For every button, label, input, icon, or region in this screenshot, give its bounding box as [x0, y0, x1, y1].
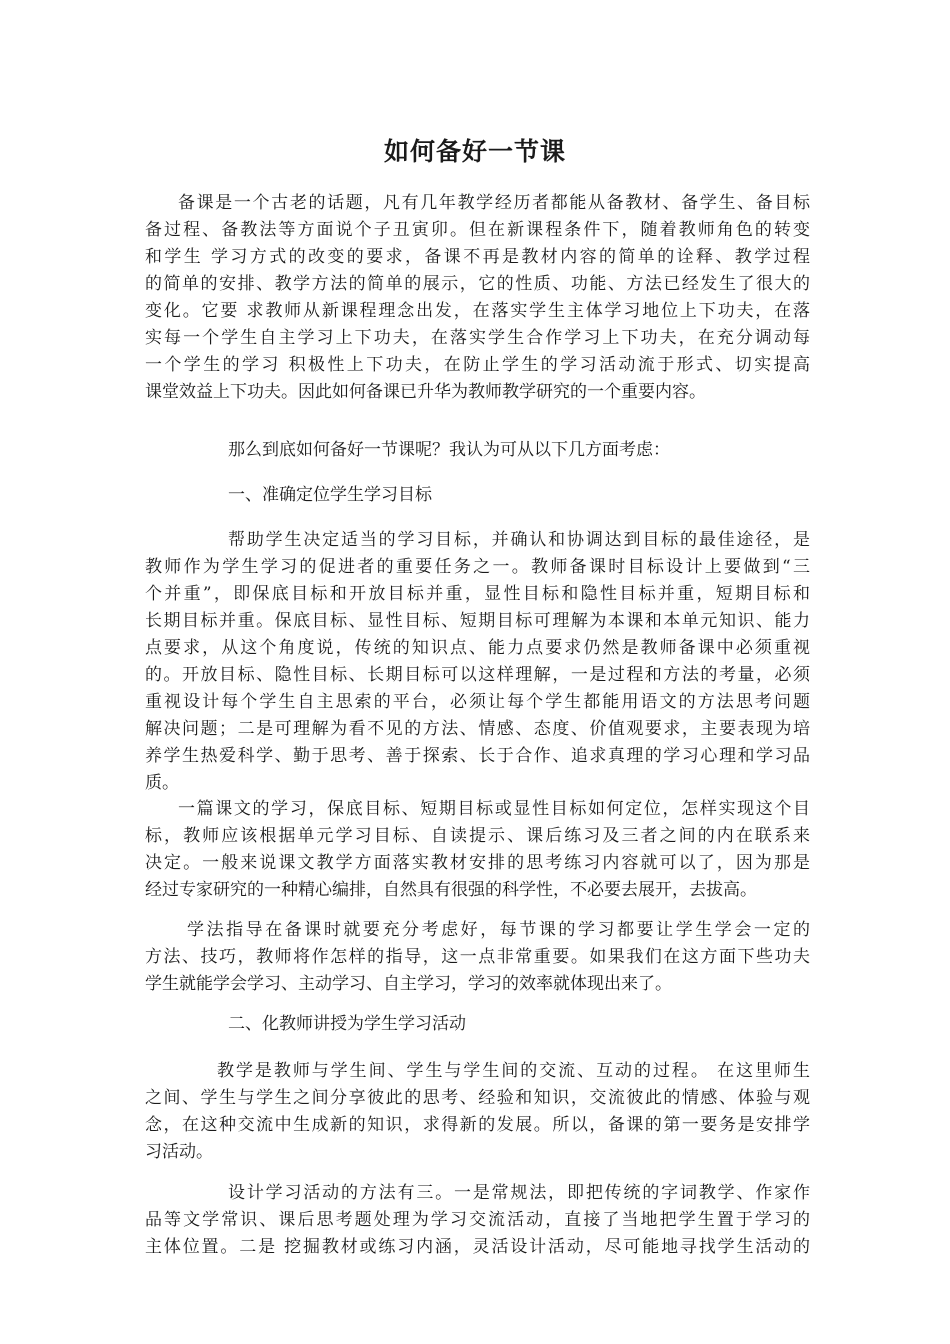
text-line: 课堂效益上下功夫。因此如何备课已升华为教师教学研究的一个重要内容。 — [145, 382, 706, 402]
paragraph-intro — [145, 190, 810, 406]
text-line: 实每一个学生自主学习上下功夫，在落实学生合作学习上下功夫，在充分调动每 — [145, 328, 810, 348]
text-line: 经过专家研究的一种精心编排，自然具有很强的科学性，不必要去展开，去拔高。 — [145, 880, 757, 900]
text-line: 的。开放目标、隐性目标、长期目标可以这样理解，一是过程和方法的考量，必须 — [145, 665, 810, 685]
paragraph-teaching-interaction — [145, 1058, 810, 1166]
section-heading-2 — [228, 1011, 810, 1038]
text-line: 个并重”，即保底目标和开放目标并重，显性目标和隐性目标并重，短期目标和 — [145, 584, 810, 604]
text-line: 质。 — [145, 773, 179, 793]
text-line: 一、准确定位学生学习目标 — [228, 485, 432, 505]
paragraph-study-methods — [145, 917, 810, 998]
text-line: 习活动。 — [145, 1142, 213, 1162]
text-line: 念，在这种交流中生成新的知识，求得新的发展。所以，备课的第一要务是安排学 — [145, 1115, 810, 1135]
text-line: 的简单的安排、教学方法的简单的展示，它的性质、功能、方法已经发生了很大的 — [145, 274, 810, 294]
text-line: 解决问题；二是可理解为看不见的方法、情感、态度、价值观要求，主要表现为培 — [145, 719, 810, 739]
paragraph-question — [228, 437, 810, 464]
document-title: 如何备好一节课 — [383, 137, 566, 166]
text-line: 方法、技巧，教师将作怎样的指导，这一点非常重要。如果我们在这方面下些功夫 — [145, 947, 810, 967]
text-line: 备过程、备教法等方面说个子丑寅卯。但在新课程条件下，随着教师角色的转变 — [145, 220, 810, 240]
text-line: 学生就能学会学习、主动学习、自主学习，学习的效率就体现出来了。 — [145, 974, 672, 994]
text-line: 一篇课文的学习，保底目标、短期目标或显性目标如何定位，怎样实现这个目 — [178, 799, 810, 819]
text-line: 标，教师应该根据单元学习目标、自读提示、课后练习及三者之间的内在联系来 — [145, 826, 810, 846]
text-line: 决定。一般来说课文教学方面落实教材安排的思考练习内容就可以了，因为那是 — [145, 853, 810, 873]
text-line: 养学生热爱科学、勤于思考、善于探索、长于合作、追求真理的学习心理和学习品 — [145, 746, 810, 766]
text-line: 设计学习活动的方法有三。一是常规法，即把传统的字词教学、作家作 — [228, 1183, 810, 1203]
text-line: 二、化教师讲授为学生学习活动 — [228, 1014, 466, 1034]
text-line: 点要求，从这个角度说，传统的知识点、能力点要求仍然是教师备课中必须重视 — [145, 638, 810, 658]
text-line: 之间、学生与学生之间分享彼此的思考、经验和知识，交流彼此的情感、体验与观 — [145, 1088, 810, 1108]
text-line: 长期目标并重。保底目标、显性目标、短期目标可理解为本课和本单元知识、能力 — [145, 611, 810, 631]
text-line: 品等文学常识、课后思考题处理为学习交流活动，直接了当地把学生置于学习的 — [145, 1210, 810, 1230]
text-line: 帮助学生决定适当的学习目标，并确认和协调达到目标的最佳途径，是 — [228, 530, 810, 550]
paragraph-activity-design — [145, 1180, 810, 1261]
text-line: 主体位置。二是 挖掘教材或练习内涵，灵活设计活动，尽可能地寻找学生活动的 — [145, 1237, 810, 1257]
paragraph-goal-positioning — [145, 796, 810, 904]
paragraph-learning-goals — [145, 527, 810, 797]
section-heading-1 — [228, 482, 810, 509]
text-line: 学法指导在备课时就要充分考虑好，每节课的学习都要让学生学会一定的 — [187, 920, 810, 940]
text-line: 那么到底如何备好一节课呢？我认为可从以下几方面考虑： — [228, 440, 670, 460]
text-line: 备课是一个古老的话题，凡有几年教学经历者都能从备教材、备学生、备目标 — [178, 193, 810, 213]
text-line: 和学生 学习方式的改变的要求，备课不再是教材内容的简单的诠释、教学过程 — [145, 247, 810, 267]
text-line: 变化。它要 求教师从新课程理念出发，在落实学生主体学习地位上下功夫，在落 — [145, 301, 810, 321]
text-line: 重视设计每个学生自主思索的平台，必须让每个学生都能用语文的方法思考问题 — [145, 692, 810, 712]
text-line: 一个学生的学习 积极性上下功夫，在防止学生的学习活动流于形式、切实提高 — [145, 355, 810, 375]
text-line: 教师作为学生学习的促进者的重要任务之一。教师备课时目标设计上要做到“三 — [145, 557, 810, 577]
text-line: 教学是教师与学生间、学生与学生间的交流、互动的过程。 在这里师生 — [217, 1061, 810, 1081]
